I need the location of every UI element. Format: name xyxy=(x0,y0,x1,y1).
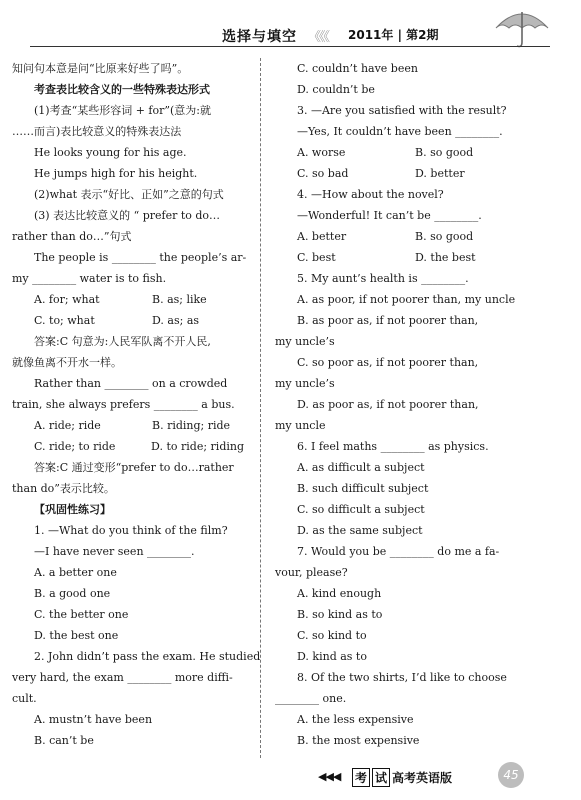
text-line: C. so kind to xyxy=(297,629,367,642)
option-row xyxy=(12,415,244,436)
text-line: D. as the same subject xyxy=(297,524,423,537)
text-line: 1. —What do you think of the film? xyxy=(34,524,228,537)
option-text: C. to; what xyxy=(34,314,95,327)
text-line: 5. My aunt’s health is ________. xyxy=(297,272,469,285)
option-text: A. better xyxy=(297,230,347,243)
text-line: very hard, the exam ________ more diffi- xyxy=(12,671,233,684)
text-line: my uncle’s xyxy=(275,377,335,390)
text-line: ……而言)表比较意义的特殊表达法 xyxy=(12,125,182,138)
option-text: A. ride; ride xyxy=(34,419,101,432)
text-line: Rather than ________ on a crowded xyxy=(34,377,228,390)
option-text: B. so good xyxy=(415,146,474,159)
option-text: D. the best xyxy=(415,251,476,264)
text-line: C. so difficult a subject xyxy=(297,503,425,516)
arrow-left-icon: ◀◀◀ xyxy=(318,770,341,783)
text-line: 2. John didn’t pass the exam. He studied xyxy=(34,650,261,663)
right-column xyxy=(275,58,516,751)
text-line: B. so kind as to xyxy=(297,608,383,621)
text-line: A. kind enough xyxy=(297,587,382,600)
text-line: cult. xyxy=(12,692,37,705)
text-line: 6. I feel maths ________ as physics. xyxy=(297,440,489,453)
text-line: B. such difficult subject xyxy=(297,482,429,495)
text-line: train, she always prefers ________ a bus. xyxy=(12,398,235,411)
text-line: The people is ________ the people’s ar- xyxy=(34,251,247,264)
text-line: C. the better one xyxy=(34,608,129,621)
header-rule xyxy=(30,46,550,47)
text-line: A. a better one xyxy=(34,566,117,579)
issue-label: 2011年 | 第2期 xyxy=(348,28,439,42)
option-row xyxy=(275,247,505,268)
chevron-decoration: 《《《 xyxy=(308,30,329,45)
option-row xyxy=(12,289,244,310)
page-header xyxy=(0,0,581,52)
text-line: A. the less expensive xyxy=(297,713,414,726)
text-line: my uncle’s xyxy=(275,335,335,348)
text-line: 就像鱼离不开水一样。 xyxy=(12,356,122,369)
text-line: B. a good one xyxy=(34,587,111,600)
text-line: my uncle xyxy=(275,419,326,432)
option-text: A. worse xyxy=(297,146,346,159)
option-text: C. so bad xyxy=(297,167,349,180)
text-line: 知问句本意是问“比原来好些了吗”。 xyxy=(12,62,189,75)
umbrella-icon xyxy=(492,6,552,50)
option-row xyxy=(12,310,244,331)
option-text: B. riding; ride xyxy=(152,419,231,432)
magazine-brand xyxy=(352,768,452,787)
text-line: D. as poor as, if not poorer than, xyxy=(297,398,479,411)
option-text: A. for; what xyxy=(34,293,100,306)
text-line: 4. —How about the novel? xyxy=(297,188,444,201)
option-row xyxy=(275,226,505,247)
text-line: He looks young for his age. xyxy=(34,146,187,159)
text-line: A. as difficult a subject xyxy=(297,461,425,474)
text-line: (2)what 表示“好比、正如”之意的句式 xyxy=(34,188,224,201)
text-line: C. couldn’t have been xyxy=(297,62,418,75)
option-text: B. as; like xyxy=(152,293,207,306)
text-line: —Wonderful! It can’t be ________. xyxy=(297,209,482,222)
brand-box: 考 xyxy=(352,768,370,787)
text-line: 【巩固性练习】 xyxy=(34,503,111,516)
text-line: rather than do…”句式 xyxy=(12,230,132,243)
text-line: than do”表示比较。 xyxy=(12,482,115,495)
option-text: C. best xyxy=(297,251,336,264)
text-line: B. can’t be xyxy=(34,734,94,747)
option-text: C. ride; to ride xyxy=(34,440,116,453)
brand-text: 高考英语版 xyxy=(392,771,453,785)
text-line: (3) 表达比较意义的 “ prefer to do… xyxy=(34,209,221,222)
text-line: D. couldn’t be xyxy=(297,83,375,96)
page-footer xyxy=(0,760,581,800)
text-line: B. as poor as, if not poorer than, xyxy=(297,314,479,327)
option-text: B. so good xyxy=(415,230,474,243)
text-line: (1)考查“某些形容词 + for”(意为:就 xyxy=(34,104,211,117)
text-line: A. mustn’t have been xyxy=(34,713,153,726)
text-line: —I have never seen ________. xyxy=(34,545,195,558)
page-number: 45 xyxy=(498,762,524,788)
text-line: 7. Would you be ________ do me a fa- xyxy=(297,545,500,558)
text-line: 3. —Are you satisfied with the result? xyxy=(297,104,507,117)
text-line: 答案:C 通过变形“prefer to do…rather xyxy=(34,461,234,474)
option-row xyxy=(12,436,244,457)
left-column xyxy=(12,58,261,751)
text-line: ________ one. xyxy=(275,692,347,705)
text-line: 8. Of the two shirts, I’d like to choose xyxy=(297,671,507,684)
option-row xyxy=(275,142,505,163)
brand-box: 试 xyxy=(372,768,390,787)
option-text: D. better xyxy=(415,167,465,180)
text-line: C. so poor as, if not poorer than, xyxy=(297,356,479,369)
text-line: vour, please? xyxy=(275,566,348,579)
option-text: D. as; as xyxy=(152,314,200,327)
text-line: —Yes, It couldn’t have been ________. xyxy=(297,125,503,138)
option-row xyxy=(275,163,505,184)
section-title: 选择与填空 xyxy=(222,29,297,45)
text-line: He jumps high for his height. xyxy=(34,167,198,180)
text-line: B. the most expensive xyxy=(297,734,420,747)
text-line: my ________ water is to fish. xyxy=(12,272,167,285)
option-text: D. to ride; riding xyxy=(151,440,244,453)
column-divider xyxy=(260,58,261,758)
text-line: D. the best one xyxy=(34,629,119,642)
text-line: 考查表比较含义的一些特殊表达形式 xyxy=(34,83,210,96)
text-line: 答案:C 句意为:人民军队离不开人民, xyxy=(34,335,211,348)
text-line: D. kind as to xyxy=(297,650,367,663)
text-line: A. as poor, if not poorer than, my uncle xyxy=(297,293,516,306)
